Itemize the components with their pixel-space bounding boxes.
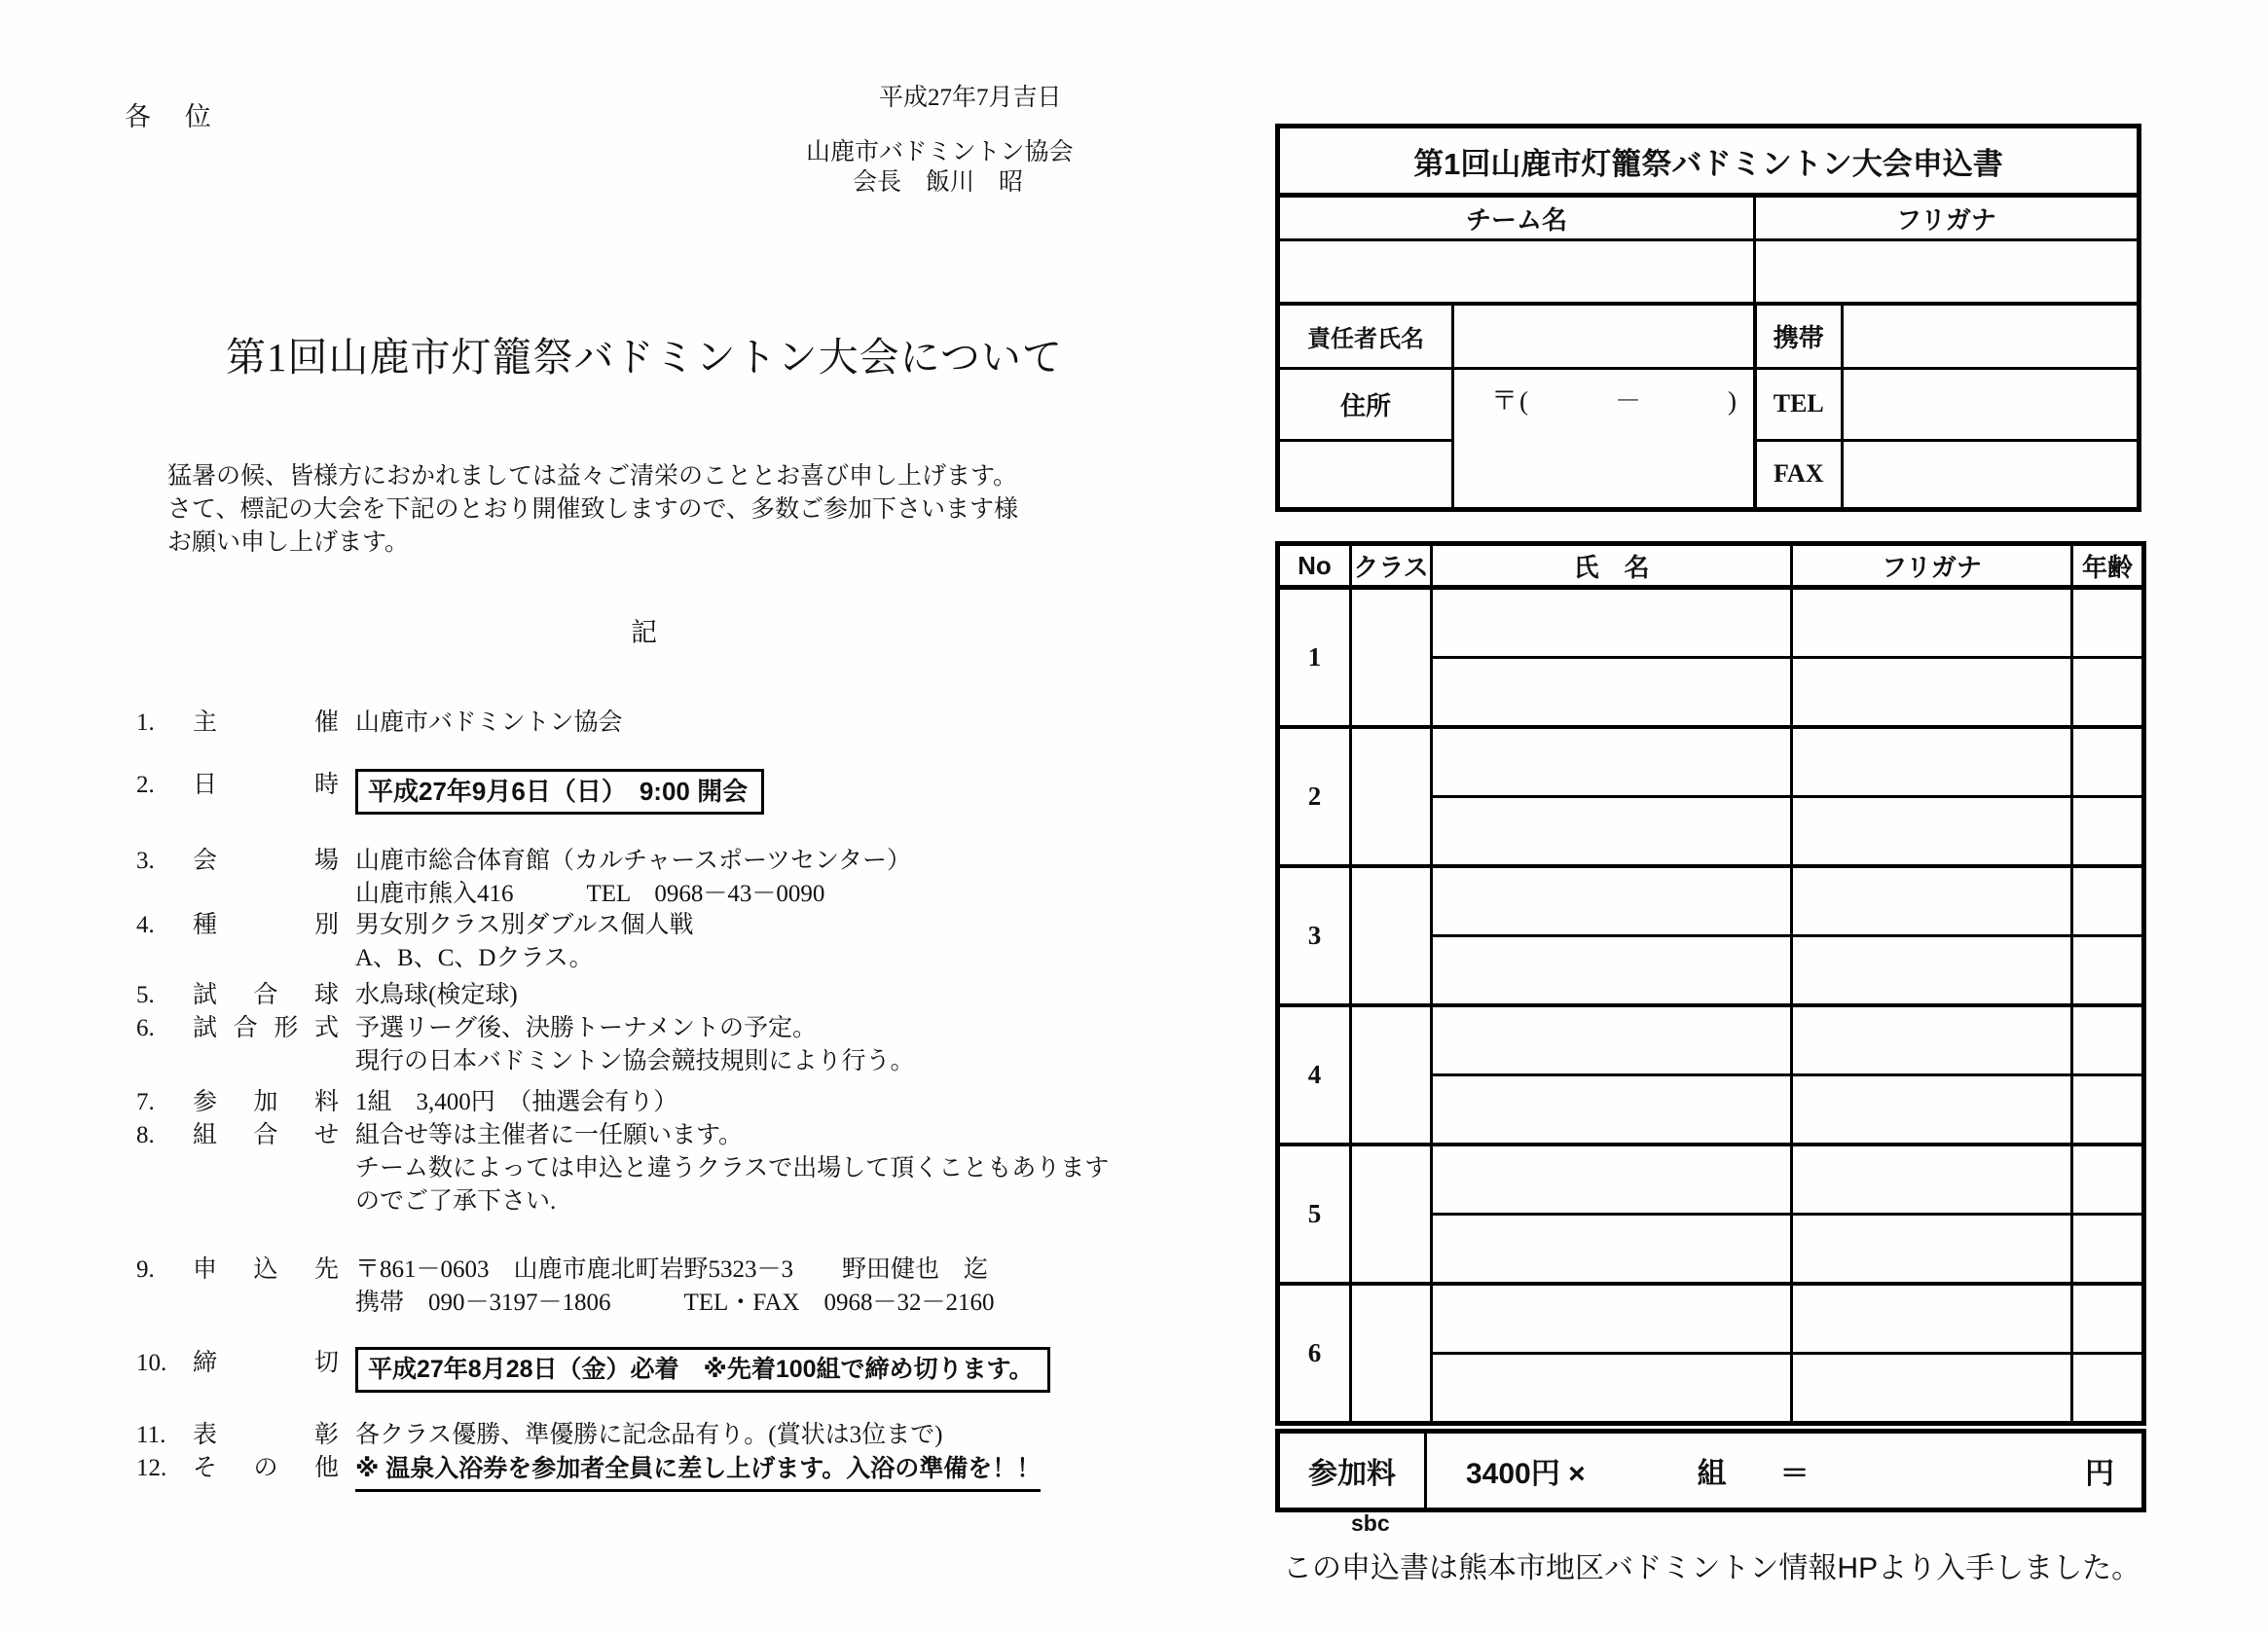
address-field: 〒( － ) (1453, 368, 1755, 509)
manager-name-label: 責任者氏名 (1278, 304, 1453, 368)
name-field (1432, 1145, 1792, 1215)
item-number: 11. (136, 1422, 166, 1448)
class-field (1351, 1005, 1432, 1145)
furigana-field (1792, 866, 2072, 936)
list-item-other (136, 1452, 1226, 1492)
fax-field (1843, 440, 2140, 509)
age-field (2072, 936, 2144, 1006)
age-field (2072, 1215, 2144, 1285)
list-item-application-address (136, 1254, 1226, 1320)
item-label (136, 1012, 355, 1045)
item-number: 3. (136, 848, 155, 874)
boxed-event-date: 平成27年9月6日（日） 9:00 開会 (355, 769, 764, 815)
name-field (1432, 588, 1792, 658)
name-field (1432, 1075, 1792, 1145)
roster-header-age: 年齢 (2072, 544, 2144, 588)
fee-group-label: 組 (1697, 1458, 1727, 1490)
manager-name-field (1453, 304, 1755, 368)
name-field (1432, 658, 1792, 728)
boxed-deadline: 平成27年8月28日（金）必着 ※先着100組で締め切ります。 (355, 1347, 1050, 1393)
team-furigana-header: フリガナ (1755, 196, 2140, 240)
class-field (1351, 588, 1432, 728)
item-line: 山鹿市総合体育館（カルチャースポーツセンター） (355, 848, 912, 874)
item-label (136, 1452, 355, 1485)
age-field (2072, 658, 2144, 728)
age-field (2072, 1145, 2144, 1215)
team-name-field (1278, 240, 1755, 305)
roster-row-number: 1 (1278, 588, 1351, 728)
item-line: 山鹿市バドミントン協会 (355, 709, 623, 736)
item-value (355, 1347, 1226, 1393)
furigana-field (1792, 588, 2072, 658)
president-name: 会長 飯川 昭 (853, 169, 1024, 196)
class-field (1351, 1145, 1432, 1284)
name-field (1432, 936, 1792, 1006)
item-line: 〒861－0603 山鹿市鹿北町岩野5323－3 野田健也 迄 (355, 1256, 989, 1283)
item-label (136, 1119, 355, 1152)
item-label (136, 1086, 355, 1119)
list-item-venue (136, 845, 1226, 911)
list-item-datetime (136, 769, 1226, 815)
item-value (355, 707, 1226, 740)
fee-equals: ＝ (1779, 1458, 1810, 1490)
roster-row-number: 2 (1278, 727, 1351, 866)
item-title: 日時 (193, 772, 339, 798)
item-label (136, 909, 355, 942)
age-field (2072, 1005, 2144, 1075)
item-title: 表彰 (193, 1422, 339, 1448)
form-title: 第1回山鹿市灯籠祭バドミントン大会申込書 (1278, 127, 2140, 196)
roster-header-no: No (1278, 544, 1351, 588)
greeting-line: さて、標記の大会を下記のとおり開催致しますので、多数ご参加下さいます様 (167, 496, 1019, 523)
item-line: 組合せ等は主催者に一任願います。 (355, 1122, 744, 1148)
furigana-field (1792, 1075, 2072, 1145)
fee-label: 参加料 (1280, 1434, 1427, 1508)
item-title: 試合形式 (193, 1015, 339, 1041)
roster-header-name: 氏 名 (1432, 544, 1792, 588)
record-mark: 記 (631, 618, 657, 647)
item-line: のでご了承下さい. (355, 1188, 557, 1215)
item-label (136, 1419, 355, 1452)
furigana-field (1792, 658, 2072, 728)
list-item-draw (136, 1119, 1226, 1218)
item-value (355, 979, 1226, 1012)
mobile-label: 携帯 (1755, 304, 1843, 368)
item-title: その他 (193, 1455, 339, 1481)
age-field (2072, 727, 2144, 797)
item-number: 4. (136, 912, 155, 938)
item-value (355, 1119, 1226, 1218)
item-value (355, 1254, 1226, 1320)
item-number: 6. (136, 1015, 155, 1041)
mobile-field (1843, 304, 2140, 368)
item-label (136, 979, 355, 1012)
item-number: 12. (136, 1455, 167, 1481)
age-field (2072, 588, 2144, 658)
name-field (1432, 866, 1792, 936)
roster-table (1275, 541, 2146, 1426)
item-line: 水鳥球(検定球) (355, 982, 518, 1008)
fee-currency: 円 (2085, 1458, 2114, 1490)
item-title: 主催 (193, 709, 339, 736)
item-line: 各クラス優勝、準優勝に記念品有り。(賞状は3位まで) (355, 1422, 943, 1448)
team-name-header: チーム名 (1278, 196, 1755, 240)
roster-header-class: クラス (1351, 544, 1432, 588)
name-field (1432, 797, 1792, 867)
item-line: 予選リーグ後、決勝トーナメントの予定。 (355, 1015, 818, 1041)
name-field (1432, 727, 1792, 797)
item-value (355, 845, 1226, 911)
age-field (2072, 1284, 2144, 1354)
address-continuation (1278, 440, 1453, 509)
item-value (355, 909, 1226, 975)
item-label (136, 707, 355, 740)
name-field (1432, 1284, 1792, 1354)
class-field (1351, 866, 1432, 1005)
name-field (1432, 1354, 1792, 1424)
class-field (1351, 727, 1432, 866)
item-line: 山鹿市熊入416 TEL 0968－43－0090 (355, 881, 825, 907)
tel-field (1843, 368, 2140, 440)
item-value (355, 1419, 1226, 1452)
fee-box (1275, 1429, 2146, 1512)
roster-row-number: 6 (1278, 1284, 1351, 1424)
player-roster-box (1275, 541, 2146, 1426)
item-value (355, 1086, 1226, 1119)
fee-unit-price: 3400円 × (1466, 1458, 1586, 1490)
item-number: 5. (136, 982, 155, 1008)
item-label (136, 845, 355, 878)
roster-header-furigana: フリガナ (1792, 544, 2072, 588)
item-number: 7. (136, 1089, 155, 1115)
item-line: チーム数によっては申込と違うクラスで出場して頂くこともあります (355, 1155, 1110, 1182)
item-line: 現行の日本バドミントン協会競技規則により行う。 (355, 1048, 915, 1074)
recipient: 各 位 (125, 102, 225, 131)
address-label: 住所 (1278, 368, 1453, 440)
item-label (136, 1254, 355, 1287)
fax-label: FAX (1755, 440, 1843, 509)
fee-formula (1427, 1434, 2141, 1508)
team-furigana-field (1755, 240, 2140, 305)
emphasis-onsen-note: ※ 温泉入浴券を参加者全員に差し上げます。入浴の準備を！！ (355, 1452, 1041, 1492)
age-field (2072, 1354, 2144, 1424)
list-item-match-format (136, 1012, 1226, 1078)
tel-label: TEL (1755, 368, 1843, 440)
item-line: A、B、C、Dクラス。 (355, 945, 594, 971)
furigana-field (1792, 1215, 2072, 1285)
item-label (136, 769, 355, 802)
organization-name: 山鹿市バドミントン協会 (806, 139, 1074, 165)
application-form-contact-box (1275, 124, 2141, 512)
letter-date: 平成27年7月吉日 (879, 85, 1062, 111)
list-item-awards (136, 1419, 1226, 1452)
item-value (355, 769, 1226, 815)
item-title: 締切 (193, 1350, 339, 1376)
roster-row-number: 4 (1278, 1005, 1351, 1145)
item-number: 10. (136, 1350, 167, 1376)
item-label (136, 1347, 355, 1380)
item-number: 8. (136, 1122, 155, 1148)
name-field (1432, 1005, 1792, 1075)
furigana-field (1792, 727, 2072, 797)
furigana-field (1792, 1005, 2072, 1075)
item-line: 携帯 090－3197－1806 TEL・FAX 0968－32－2160 (355, 1290, 995, 1316)
furigana-field (1792, 1145, 2072, 1215)
item-number: 9. (136, 1256, 155, 1283)
item-title: 組合せ (193, 1122, 339, 1148)
item-value (355, 1012, 1226, 1078)
item-title: 試合球 (193, 982, 339, 1008)
list-item-category (136, 909, 1226, 975)
furigana-field (1792, 936, 2072, 1006)
contact-table (1275, 124, 2141, 512)
list-item-organizer (136, 707, 1226, 740)
item-title: 参加料 (193, 1089, 339, 1115)
greeting-line: 猛暑の候、皆様方におかれましては益々ご清栄のこととお喜び申し上げます。 (167, 463, 1018, 490)
item-number: 1. (136, 709, 155, 736)
roster-row-number: 3 (1278, 866, 1351, 1005)
item-number: 2. (136, 772, 155, 798)
watermark-sbc: sbc (1351, 1510, 1390, 1536)
name-field (1432, 1215, 1792, 1285)
age-field (2072, 866, 2144, 936)
list-item-deadline (136, 1347, 1226, 1393)
age-field (2072, 797, 2144, 867)
letter-title: 第1回山鹿市灯籠祭バドミントン大会について (226, 335, 1063, 380)
list-item-entry-fee (136, 1086, 1226, 1119)
list-item-shuttlecock (136, 979, 1226, 1012)
item-line: 男女別クラス別ダブルス個人戦 (355, 912, 694, 938)
greeting-line: お願い申し上げます。 (167, 529, 410, 556)
age-field (2072, 1075, 2144, 1145)
item-line: 1組 3,400円 （抽選会有り） (355, 1089, 678, 1115)
item-title: 申込先 (193, 1256, 339, 1283)
item-value (355, 1452, 1226, 1492)
furigana-field (1792, 797, 2072, 867)
furigana-field (1792, 1284, 2072, 1354)
footer-note: この申込書は熊本市地区バドミントン情報HPより入手しました。 (1283, 1552, 2141, 1584)
roster-row-number: 5 (1278, 1145, 1351, 1284)
greeting-paragraph (167, 460, 1092, 560)
furigana-field (1792, 1354, 2072, 1424)
class-field (1351, 1284, 1432, 1424)
item-title: 種別 (193, 912, 339, 938)
item-title: 会場 (193, 848, 339, 874)
